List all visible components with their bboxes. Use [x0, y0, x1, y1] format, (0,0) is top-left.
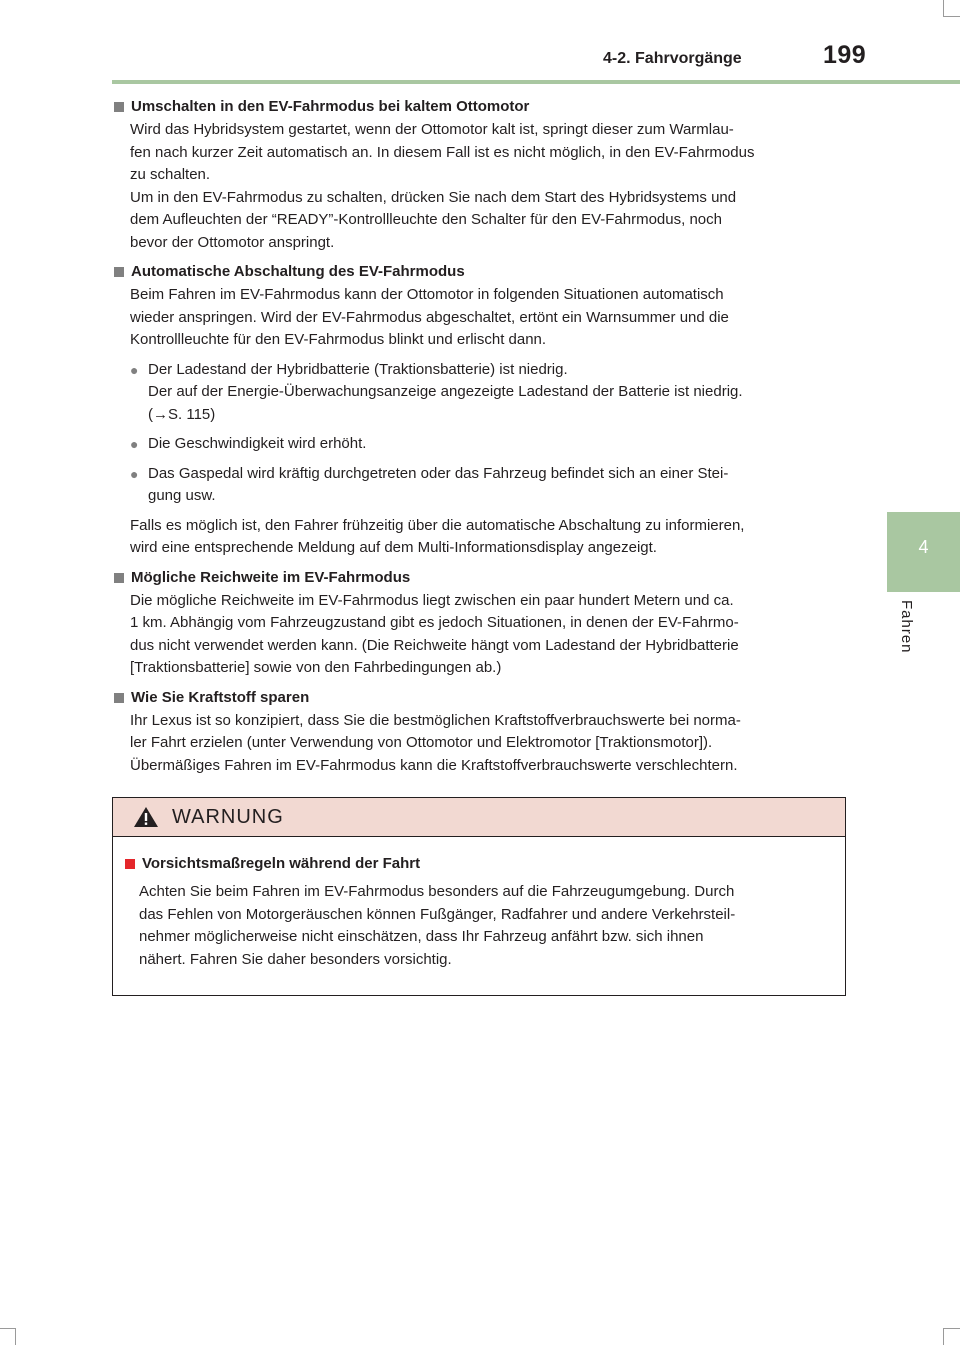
text-line: Das Gaspedal wird kräftig durchgetreten oder das Fahrzeug befindet sich an einer Stei-: [148, 464, 729, 482]
heading-square-icon: [114, 573, 124, 583]
text-line: Falls es möglich ist, den Fahrer frühzeitig über die automatische Abschaltung zu informieren,: [130, 516, 745, 534]
bullet-text: [148, 433, 846, 456]
chapter-tab: [887, 512, 960, 592]
text-line: [Traktionsbatterie] sowie von den Fahrbedingungen ab.): [130, 659, 502, 676]
section-heading: [112, 96, 846, 118]
crop-mark: [943, 1328, 944, 1345]
text-line: fen nach kurzer Zeit automatisch an. In diesem Fall ist es nicht möglich, in den EV-Fahrmodus: [130, 143, 755, 161]
warning-triangle-icon: [133, 806, 159, 833]
page-number: 199: [823, 41, 867, 69]
text-line: gung usw.: [148, 487, 216, 504]
section-heading-text: Automatische Abschaltung des EV-Fahrmodus: [131, 263, 465, 280]
text-line: dus nicht verwendet werden kann. (Die Reichweite hängt vom Ladestand der Hybridbatterie: [130, 636, 739, 654]
chapter-number: 4: [918, 537, 929, 557]
text-line: Beim Fahren im EV-Fahrmodus kann der Ottomotor in folgenden Situationen automatisch: [130, 286, 724, 303]
warning-body: [113, 837, 845, 971]
text-line: Kontrollleuchte für den EV-Fahrmodus blinkt und erlischt dann.: [130, 331, 547, 348]
crop-mark: [943, 16, 960, 17]
text-line: das Fehlen von Motorgeräuschen können Fußgänger, Radfahrer und andere Verkehrsteil-: [139, 905, 736, 923]
text-line: dem Aufleuchten der “READY”-Kontrollleuchte den Schalter für den EV-Fahrmodus, noch: [130, 211, 722, 228]
header-rule: [112, 80, 960, 84]
text-line: nehmer möglicherweise nicht einschätzen, dass Ihr Fahrzeug anfährt bzw. sich ihnen: [139, 928, 704, 945]
crop-mark: [943, 0, 944, 16]
heading-square-icon: [114, 102, 124, 112]
warning-header: [113, 798, 845, 837]
section-reference: 4-2. Fahrvorgänge: [603, 50, 742, 67]
paragraph: [130, 590, 846, 680]
text-line: Übermäßiges Fahren im EV-Fahrmodus kann die Kraftstoffverbrauchswerte verschlechtern.: [130, 756, 738, 774]
paragraph: [130, 284, 846, 352]
section-heading: [112, 687, 846, 709]
section-heading: [112, 261, 846, 283]
warning-heading: [123, 853, 829, 875]
warning-paragraph: [139, 881, 829, 971]
section-cold-engine: [112, 96, 846, 254]
section-range: [112, 567, 846, 680]
section-heading-text: Umschalten in den EV-Fahrmodus bei kaltem Ottomotor: [131, 98, 530, 115]
chapter-label-container: [893, 600, 923, 670]
paragraph: [130, 119, 846, 254]
text-line: Achten Sie beim Fahren im EV-Fahrmodus besonders auf die Fahrzeugumgebung. Durch: [139, 883, 735, 900]
text-line: zu schalten.: [130, 166, 211, 183]
text-line: Um in den EV-Fahrmodus zu schalten, drücken Sie nach dem Start des Hybridsystems und: [130, 188, 737, 206]
main-content: [112, 96, 846, 784]
text-line: Wird das Hybridsystem gestartet, wenn der Ottomotor kalt ist, springt dieser zum Warmlau-: [130, 121, 734, 138]
text-line: Ihr Lexus ist so konzipiert, dass Sie die bestmöglichen Kraftstoffverbrauchswerte bei norma-: [130, 711, 741, 729]
crop-mark: [0, 1328, 16, 1329]
section-heading-text: Mögliche Reichweite im EV-Fahrmodus: [131, 568, 411, 586]
warning-heading-text: Vorsichtsmaßregeln während der Fahrt: [142, 855, 421, 872]
text-line: wird eine entsprechende Meldung auf dem Multi-Informationsdisplay angezeigt.: [130, 539, 657, 556]
chapter-label: Fahren: [898, 600, 915, 654]
text-line: bevor der Ottomotor anspringt.: [130, 233, 335, 251]
page-reference-link[interactable]: (→S. 115): [148, 405, 216, 423]
text-line: 1 km. Abhängig vom Fahrzeugzustand gibt es jedoch Situationen, in denen der EV-Fahrmo-: [130, 614, 739, 631]
warning-title: WARNUNG: [172, 806, 284, 828]
section-heading: [112, 567, 846, 589]
crop-mark: [15, 1328, 16, 1345]
section-fuel-saving: [112, 687, 846, 778]
warning-box: [112, 797, 846, 996]
heading-square-icon: [114, 267, 124, 277]
text-line: ler Fahrt erzielen (unter Verwendung von Ottomotor und Elektromotor [Traktionsmotor]).: [130, 734, 713, 751]
heading-square-icon: [125, 859, 135, 869]
paragraph: [130, 515, 846, 560]
bullet-dot-icon: ●: [130, 465, 139, 482]
text-line: Der Ladestand der Hybridbatterie (Traktionsbatterie) ist niedrig.: [148, 360, 568, 378]
bullet-item: [130, 463, 846, 508]
text-line: Die Geschwindigkeit wird erhöht.: [148, 435, 367, 452]
bullet-item: [130, 359, 846, 427]
text-line: wieder anspringen. Wird der EV-Fahrmodus abgeschaltet, ertönt ein Warnsummer und die: [130, 308, 729, 326]
bullet-text: [148, 359, 846, 427]
section-heading-text: Wie Sie Kraftstoff sparen: [131, 688, 310, 706]
text-line: nähert. Fahren Sie daher besonders vorsichtig.: [139, 950, 452, 968]
bullet-dot-icon: ●: [130, 361, 139, 378]
text-line: Der auf der Energie-Überwachungsanzeige angezeigte Ladestand der Batterie ist niedrig.: [148, 383, 743, 400]
text-line: Die mögliche Reichweite im EV-Fahrmodus liegt zwischen ein paar hundert Metern und ca.: [130, 591, 734, 609]
bullet-text: [148, 463, 846, 508]
crop-mark: [943, 1328, 960, 1329]
heading-square-icon: [114, 693, 124, 703]
bullet-dot-icon: ●: [130, 436, 139, 452]
section-auto-shutoff: [112, 261, 846, 560]
bullet-item: [130, 433, 846, 456]
paragraph: [130, 710, 846, 778]
